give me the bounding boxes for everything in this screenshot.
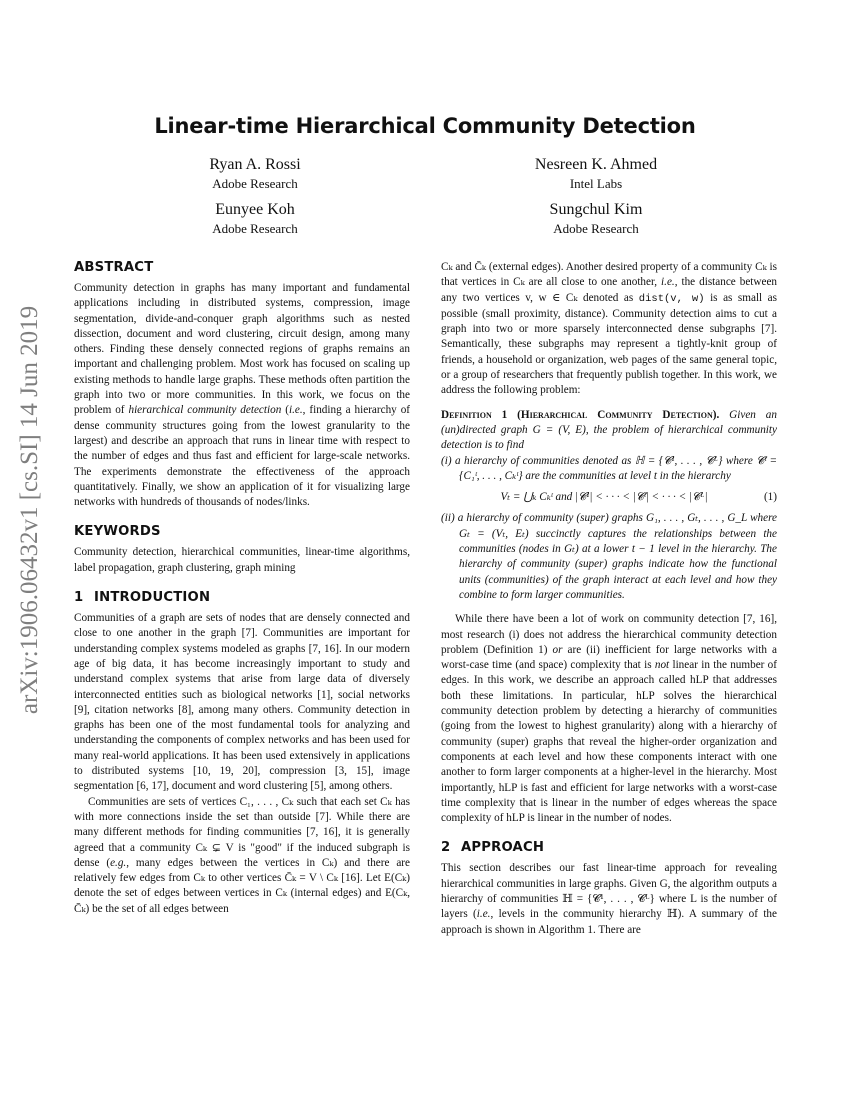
abstract-heading: ABSTRACT (74, 260, 154, 275)
abstract-text: Community detection in graphs has many important and fundamental applications including in distributed systems, compression, image segmentation, divide-and-conquer graph algorithms such as nested dissection, document and word clustering, circuit design, among many others. Finding these densely connected regions of graphs remains an important and challenging problem. Most work has focused on scaling up existing methods to handle large graphs. These methods often partition the graph into two or more communities. In this work, we focus on the problem of hierarchical community detection (i.e., finding a hierarchy of dense community structures going from the lowest granularity to the largest) and describe an approach that runs in linear time with respect to the number of edges and thus fast and efficient for large-scale networks. The experiments demonstrate the effectiveness of the approach quantitatively. Finally, we show an application of it for visualizing large networks with hundreds of thousands of nodes/links. (74, 282, 411, 509)
arxiv-stamp-text: arXiv:1906.06432v1 [cs.SI] 14 Jun 2019 (16, 305, 43, 715)
author-block (466, 199, 726, 237)
author-block (125, 154, 385, 192)
intro-paragraph-2: Communities are sets of vertices C₁, . . . , Cₖ such that each set Cₖ has with more connections inside the set than outside [7]. While there are many different methods for finding communities [7, 16], it is generally agreed that a community Cₖ ⊊ V is "good" if the induced subgraph is dense (e.g., many edges between the vertices in Cₖ) and there are relatively few edges from Cₖ to other vertices C̄ₖ = V \ Cₖ [16]. Let E(Cₖ) denote the set of edges between vertices in Cₖ (internal edges) and E(Cₖ, C̄ₖ) be the set of all edges between (74, 795, 410, 915)
right-paragraph-1: Cₖ and C̄ₖ (external edges). Another desired property of a community Cₖ is that vertices in Cₖ are all close to one another, i.e., the distance between any two vertices v, w ∈ Cₖ denoted as dist(v, w) is as small as possible (small proximity, distance). Community detection aims to cut a graph into two or more sparsely interconnected dense subgraphs [7]. Semantically, these subgraphs may represent a tightly-knit group of friends, a household or organization, web pages of the same general topic, or a group of researchers that frequently publish together. In this work, we address the following problem: (441, 261, 778, 397)
definition-item-2: (ii) a hierarchy of community (super) graphs G₁, . . . , Gₜ, . . . , G_L where Gₜ = (Vₜ, Eₜ) succinctly captures the relationships between the communities (nodes in Gₜ) at a lower t − 1 level in the hierarchy. The hierarchy of community (super) graphs indicate how the functional units (communities) of the graph interact at each level and how they combine to form larger communities. (441, 512, 777, 601)
author-name: Sungchul Kim (549, 201, 643, 218)
author-affiliation: Adobe Research (212, 176, 298, 191)
author-name: Ryan A. Rossi (209, 156, 301, 173)
right-column (441, 260, 777, 938)
definition-item-1: (i) a hierarchy of communities denoted as ℍ = {𝓒¹, . . . , 𝓒ᴸ} where 𝓒ᵗ = {C₁ᵗ, . . . , Cₖᵗ} are the communities at level t in the hierarchy (441, 454, 777, 482)
author-block (466, 154, 726, 192)
author-affiliation: Intel Labs (569, 176, 623, 191)
author-affiliation: Adobe Research (553, 221, 639, 236)
equation-number: (1) (763, 491, 777, 504)
section-heading-introduction: 1 INTRODUCTION (74, 590, 211, 606)
author-block (125, 199, 385, 237)
arxiv-stamp (10, 305, 50, 715)
equation-1 (441, 490, 777, 505)
author-name: Nesreen K. Ahmed (534, 156, 658, 173)
keywords-text: Community detection, hierarchical communities, linear-time algorithms, label propagation, graph clustering, graph mining (74, 546, 410, 574)
paper-title: Linear-time Hierarchical Community Detection (154, 114, 696, 138)
author-name: Eunyee Koh (215, 201, 295, 218)
approach-paragraph-1: This section describes our fast linear-time approach for revealing hierarchical communities in large graphs. Given G, the algorithm outputs a hierarchy of communities ℍ = {𝓒¹, . . . , 𝓒ᴸ} where L is the number of layers (i.e., levels in the community hierarchy ℍ). A summary of the approach is shown in Algorithm 1. There are (441, 862, 777, 936)
intro-paragraph-1: Communities of a graph are sets of nodes that are densely connected and close to one another in the graph [7]. Communities are important for understanding complex systems modeled as graphs [7, 16]. In our modern age of big data, it has become increasingly important to study and understand complex systems that arise from large data of diversely interconnected entities such as biological networks [1], social networks [9], citation networks [8], among many others. Community detection in graphs has been one of the most fundamental tools for analyzing and understanding the components of complex networks and has been used for many real-world applications. It has been used extensively in applications to distributed systems [10, 19, 20], compression [3, 15], image segmentation [6, 17], document and word clustering [5], among others. (74, 612, 410, 793)
right-paragraph-2: While there have been a lot of work on community detection [7, 16], most research (i) does not address the hierarchical community detection problem (Definition 1) or are (ii) inefficient for large networks with a worst-case time (and space) complexity that is not linear in the number of edges. In this work, we describe an approach called hLP that addresses both these limitations. In particular, hLP solves the hierarchical community detection problem by detecting a hierarchy of communities (going from the lowest to highest granularity) along with a hierarchy of community (super) graphs that reveal the higher-order organization and components at each level and how these components interact with one another to form larger components at a higher-level in the hierarchy. Most importantly, hLP is fast and efficient for large networks with a worst-case time complexity that is linear in the number of edges whereas the space complexity of hLP is linear in the number of nodes. (441, 613, 778, 825)
section-heading-approach: 2 APPROACH (441, 840, 545, 856)
definition-intro: Definition 1 (Hierarchical Community Detection). Given an (un)directed graph G = (V, E), the problem of hierarchical community detection is to find (441, 408, 777, 452)
author-affiliation: Adobe Research (212, 221, 298, 236)
keywords-heading: KEYWORDS (74, 524, 161, 540)
left-column (74, 260, 410, 917)
equation-body: Vₜ = ⋃ₖ Cₖᵗ and |𝓒¹| < · · · < |𝓒ᵗ| < · · · < |𝓒ᴸ| (500, 491, 708, 504)
definition-block (441, 408, 777, 604)
definition-label: Definition 1 (Hierarchical Community Detection). (441, 408, 720, 421)
